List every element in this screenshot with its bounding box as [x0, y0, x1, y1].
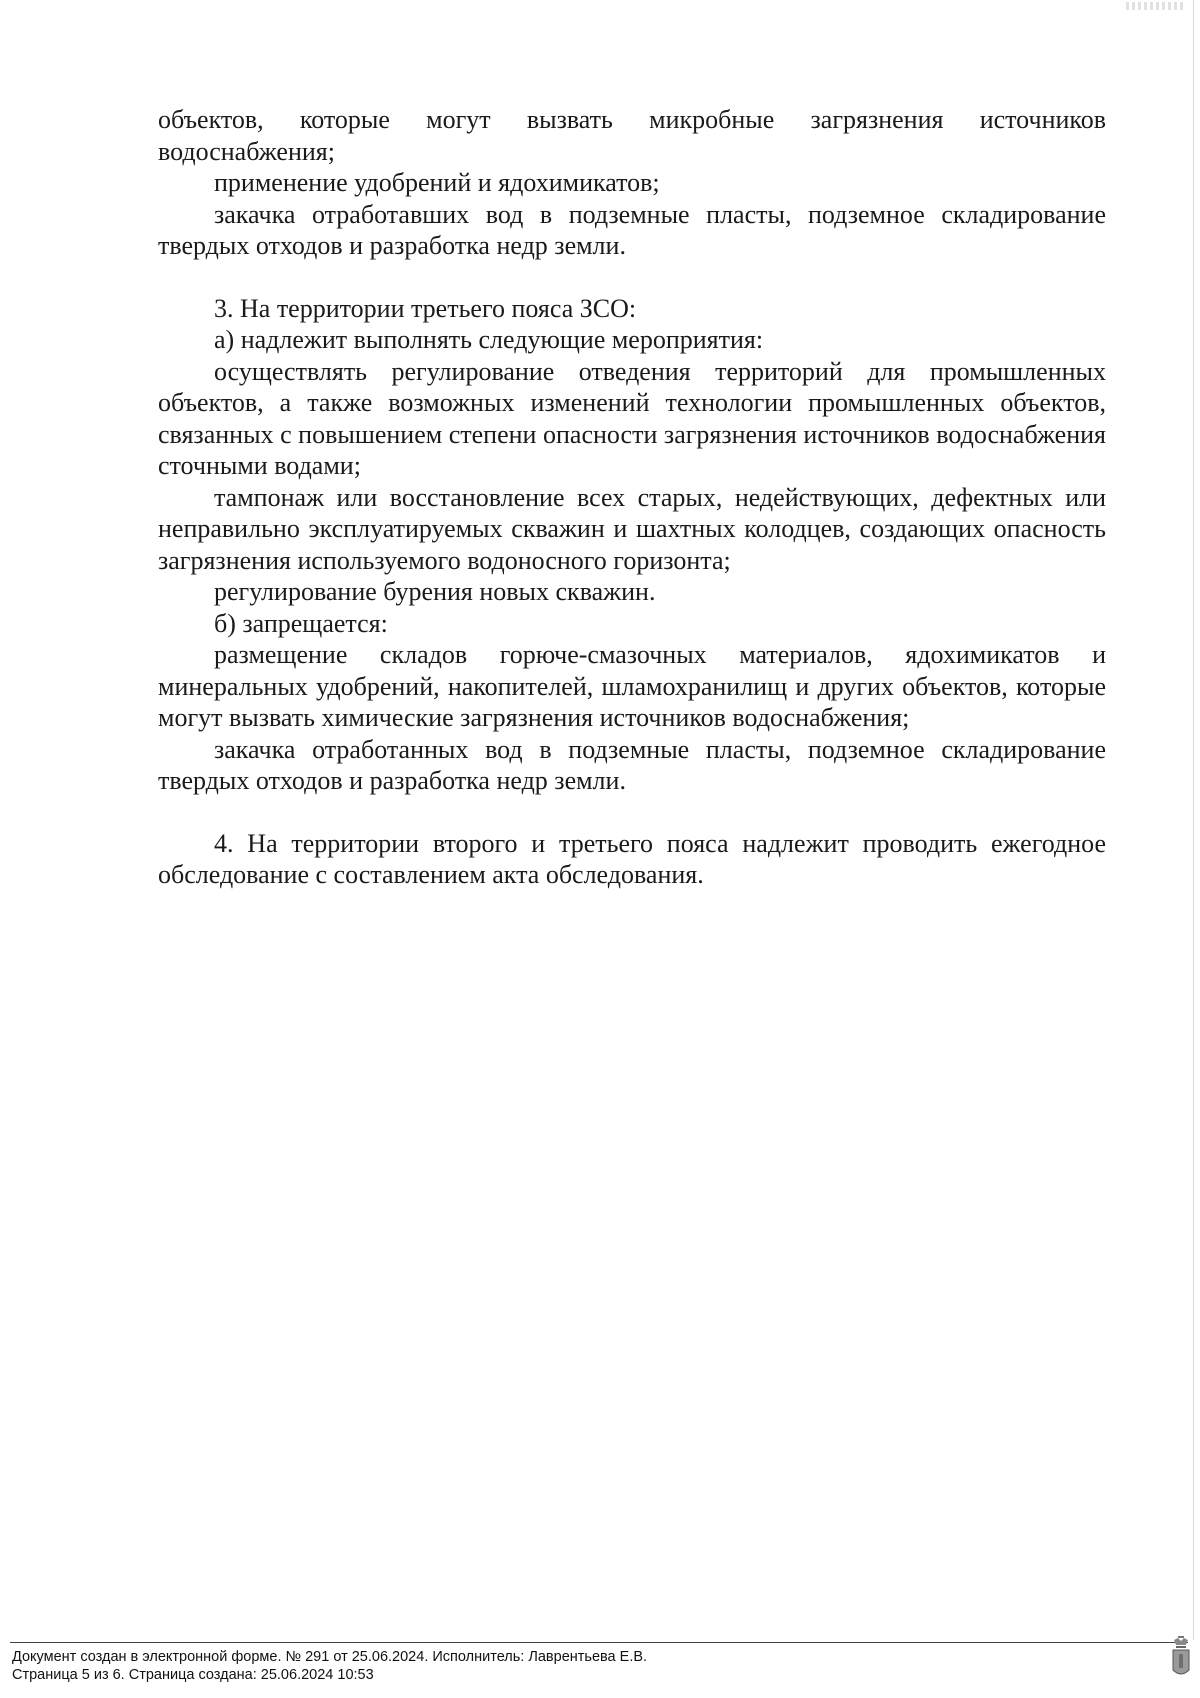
paragraph-1: объектов, которые могут вызвать микробные загрязнения источников водоснабжения;: [158, 105, 1106, 166]
subsection-a-heading: а) надлежит выполнять следующие мероприятия:: [214, 325, 764, 354]
document-body: [158, 104, 1106, 891]
paragraph-warehouse-placement: размещение складов горюче-смазочных материалов, ядохимикатов и минеральных удобрений, накопителей, шламохранилищ и других объектов, которые могут вызвать химические загрязнения источников водоснабжения;: [158, 640, 1106, 732]
document-footer: [12, 1648, 1112, 1684]
section-gap: [158, 797, 1106, 828]
section-3-heading: 3. На территории третьего пояса ЗСО:: [214, 293, 637, 323]
paragraph-regulation-territories: осуществлять регулирование отведения территорий для промышленных объектов, а также возможных изменений технологии промышленных объектов, связанных с повышением степени опасности загрязнения источников водоснабжения сточными водами;: [158, 356, 1106, 480]
footer-page-info: Страница 5 из 6. Страница создана: 25.06.2024 10:53: [12, 1667, 374, 1683]
scan-artifact: [1126, 2, 1186, 10]
section-gap: [158, 262, 1106, 293]
coat-of-arms-icon: [1170, 1636, 1192, 1684]
paragraph-tamponage: тампонаж или восстановление всех старых, недействующих, дефектных или неправильно эксплуатируемых скважин и шахтных колодцев, создающих опасность загрязнения используемого водоносного горизонта;: [158, 482, 1106, 575]
subsection-b-heading: б) запрещается:: [214, 608, 388, 638]
paragraph-waste-water-injection: закачка отработанных вод в подземные пласты, подземное складирование твердых отходов и разработка недр земли.: [158, 734, 1106, 795]
footer-divider: [10, 1642, 1188, 1643]
paragraph-3: закачка отработавших вод в подземные пласты, подземное складирование твердых отходов и разработка недр земли.: [158, 199, 1106, 260]
paragraph-drilling-regulation: регулирование бурения новых скважин.: [214, 577, 656, 606]
footer-document-info: Документ создан в электронной форме. № 291 от 25.06.2024. Исполнитель: Лаврентьева Е.В.: [12, 1649, 648, 1665]
paragraph-2: применение удобрений и ядохимикатов;: [214, 168, 660, 197]
page-edge: [1193, 0, 1194, 1640]
section-4-paragraph: 4. На территории второго и третьего пояса надлежит проводить ежегодное обследование с составлением акта обследования.: [158, 828, 1106, 889]
